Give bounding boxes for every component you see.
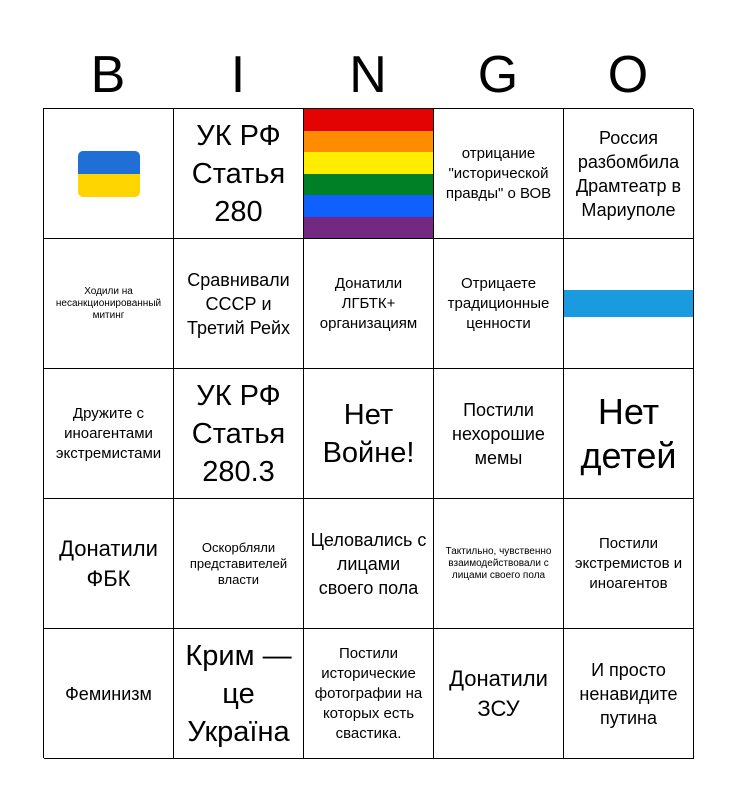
flag-blue-stripe xyxy=(564,290,693,317)
cell-text: отрицание "исторической правды" о ВОВ xyxy=(445,144,552,202)
rainbow-stripe-purple xyxy=(304,217,433,239)
rainbow-stripe-red xyxy=(304,109,433,131)
bingo-cell[interactable] xyxy=(434,239,564,369)
cell-text: Тактильно, чувственно взаимодействовали с лицами своего пола xyxy=(445,545,552,581)
cell-text: Оскорбляли представителей власти xyxy=(189,539,288,587)
cell-text: Постили экстремистов и иноагентов xyxy=(574,534,683,592)
cell-text: Донатили ЛГБТК+ организациям xyxy=(319,274,418,332)
header-letter-g: G xyxy=(477,46,519,104)
ukraine-flag-icon xyxy=(78,151,140,197)
ukraine-flag-blue-stripe xyxy=(78,151,140,174)
header-letter-n: N xyxy=(349,46,387,104)
white-blue-white-flag-icon xyxy=(564,239,693,368)
bingo-cell[interactable] xyxy=(564,629,694,759)
bingo-cell[interactable] xyxy=(174,499,304,629)
bingo-cell[interactable] xyxy=(304,369,434,499)
cell-text: УК РФ Статья 280 xyxy=(191,119,286,228)
cell-text: Нет детей xyxy=(580,390,677,476)
rainbow-stripe-green xyxy=(304,174,433,196)
bingo-cell[interactable] xyxy=(564,239,694,369)
bingo-cell[interactable] xyxy=(434,629,564,759)
bingo-cell[interactable] xyxy=(434,109,564,239)
bingo-cell[interactable] xyxy=(44,239,174,369)
ukraine-flag-yellow-stripe xyxy=(78,174,140,197)
cell-text: Феминизм xyxy=(65,683,152,704)
header-letter-b: B xyxy=(90,46,126,104)
rainbow-stripe-orange xyxy=(304,131,433,153)
bingo-cell[interactable] xyxy=(434,369,564,499)
bingo-cell[interactable] xyxy=(174,109,304,239)
cell-text: Донатили ЗСУ xyxy=(449,665,548,721)
bingo-cell[interactable] xyxy=(434,499,564,629)
cell-text: Ходили на несанкционированный митинг xyxy=(55,285,162,321)
bingo-cell[interactable] xyxy=(44,499,174,629)
cell-text: И просто ненавидите путина xyxy=(579,659,678,728)
cell-text: Постили исторические фотографии на которых есть свастика. xyxy=(314,644,423,742)
rainbow-flag-icon xyxy=(304,109,433,238)
cell-text: УК РФ Статья 280.3 xyxy=(191,379,286,488)
bingo-cell[interactable] xyxy=(174,239,304,369)
cell-text: Дружите с иноагентами экстремистами xyxy=(55,404,162,462)
cell-text: Крим — це Україна xyxy=(185,639,292,748)
header-letter-o: O xyxy=(607,46,649,104)
bingo-header xyxy=(43,40,693,110)
cell-text: Постили нехорошие мемы xyxy=(452,399,545,468)
bingo-cell[interactable] xyxy=(174,629,304,759)
bingo-cell[interactable] xyxy=(304,239,434,369)
bingo-cell[interactable] xyxy=(174,369,304,499)
cell-text: Сравнивали СССР и Третий Рейх xyxy=(186,269,291,338)
cell-text: Отрицаете традиционные ценности xyxy=(447,274,550,332)
bingo-cell[interactable] xyxy=(44,369,174,499)
cell-text: Целовались с лицами своего пола xyxy=(310,529,427,598)
rainbow-stripe-blue xyxy=(304,195,433,217)
bingo-cell[interactable] xyxy=(564,109,694,239)
bingo-cell[interactable] xyxy=(304,499,434,629)
bingo-cell[interactable] xyxy=(304,109,434,239)
cell-text: Донатили ФБК xyxy=(59,535,158,591)
bingo-card-grid xyxy=(43,108,693,758)
cell-text: Россия разбомбила Драмтеатр в Мариуполе xyxy=(575,127,682,220)
header-letter-i: I xyxy=(230,46,246,104)
bingo-cell[interactable] xyxy=(44,109,174,239)
bingo-cell[interactable] xyxy=(304,629,434,759)
bingo-cell[interactable] xyxy=(564,369,694,499)
bingo-cell[interactable] xyxy=(564,499,694,629)
cell-text: Нет Войне! xyxy=(322,398,415,469)
rainbow-stripe-yellow xyxy=(304,152,433,174)
bingo-cell[interactable] xyxy=(44,629,174,759)
